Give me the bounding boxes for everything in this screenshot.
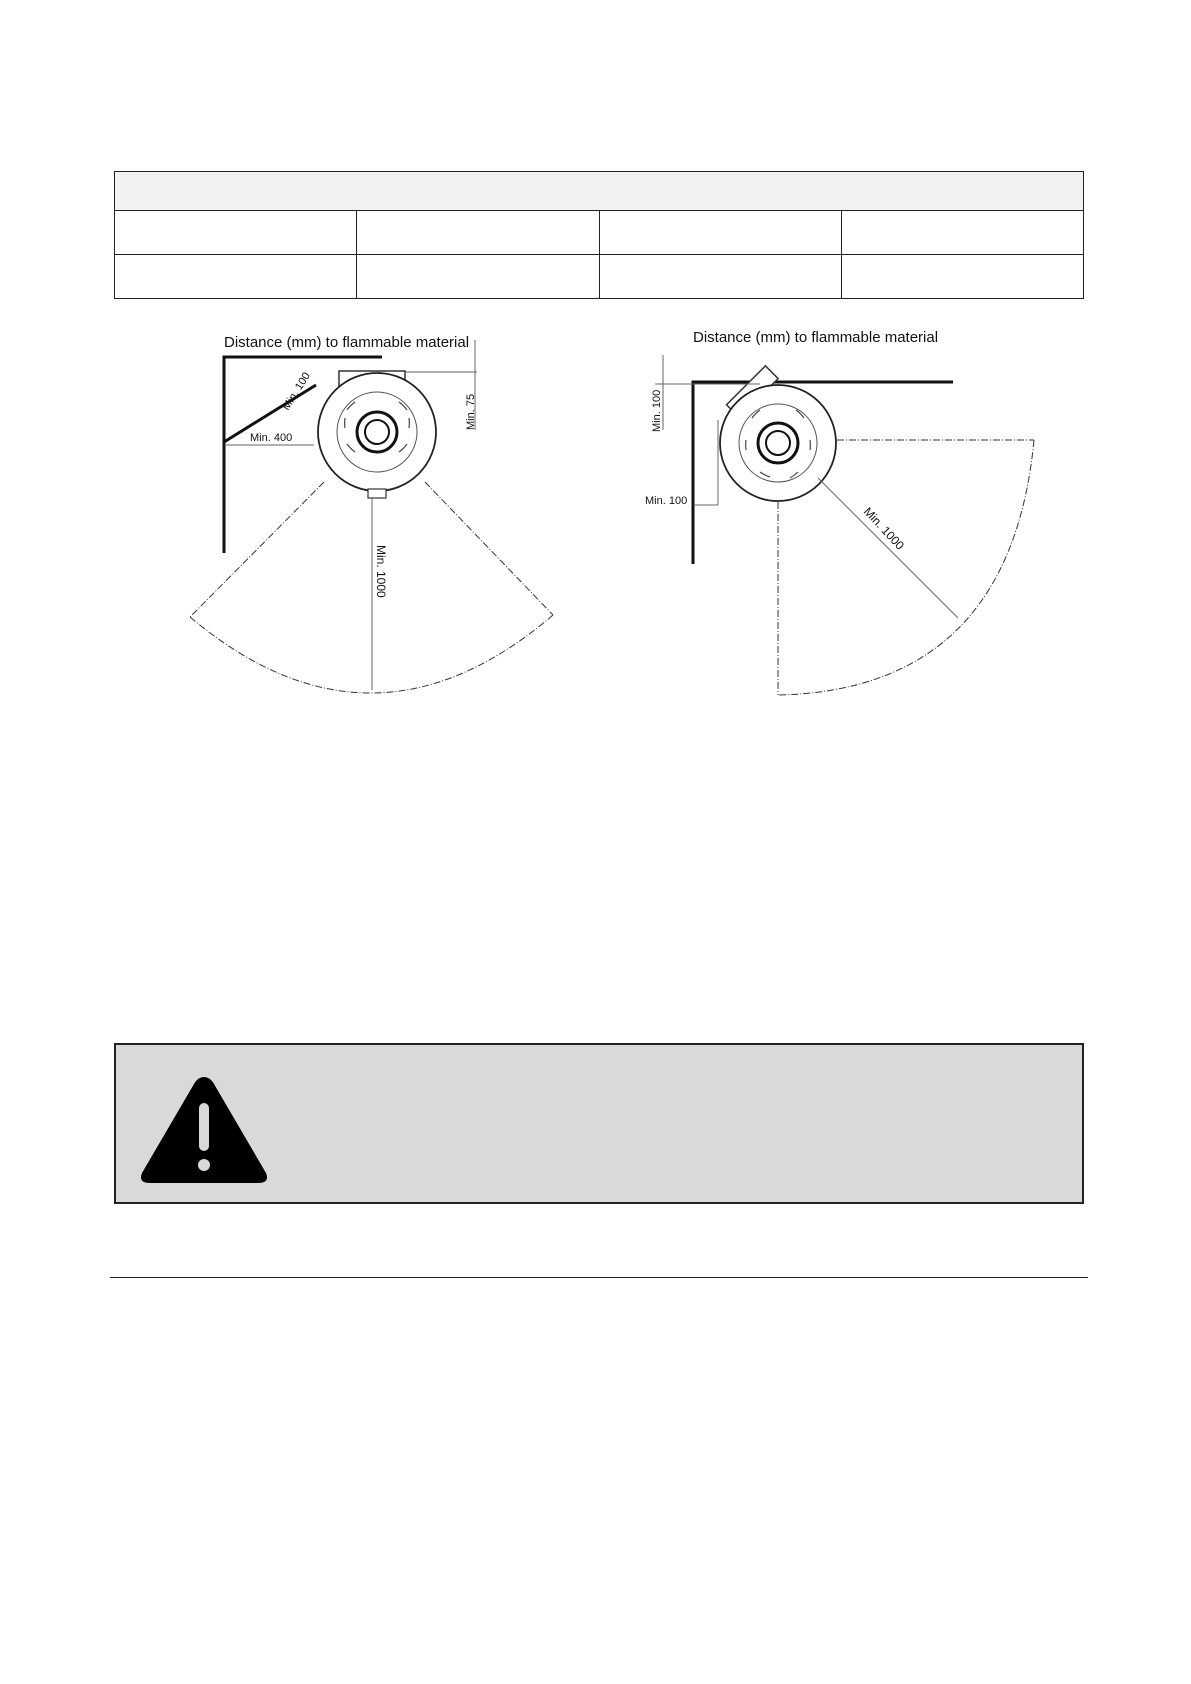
front-dimension-line	[818, 478, 958, 618]
front-distance-label: Min. 1000	[860, 504, 907, 553]
stove-flue-inner	[365, 420, 389, 444]
left-diagram	[190, 334, 553, 693]
sector-left-edge	[190, 482, 324, 617]
sector-right-edge	[425, 482, 553, 615]
left-diagram-title: Distance (mm) to flammable material	[224, 334, 470, 351]
stove-flue-inner	[766, 431, 790, 455]
stove-foot	[368, 489, 386, 498]
front-distance-label: Min. 1000	[374, 545, 388, 598]
side-distance-label: Min. 100	[645, 495, 688, 507]
side-distance-label: Min. 400	[250, 432, 293, 444]
rear-distance-label: Min. 100	[651, 389, 663, 432]
corner-distance-label: Min. 100	[280, 370, 313, 413]
horizontal-rule	[110, 1277, 1088, 1278]
warning-triangle-icon	[138, 1071, 270, 1189]
right-diagram	[645, 329, 1034, 695]
rear-distance-label: Min. 75	[465, 393, 477, 430]
warning-box	[114, 1043, 1084, 1204]
right-diagram-title: Distance (mm) to flammable material	[693, 329, 939, 346]
